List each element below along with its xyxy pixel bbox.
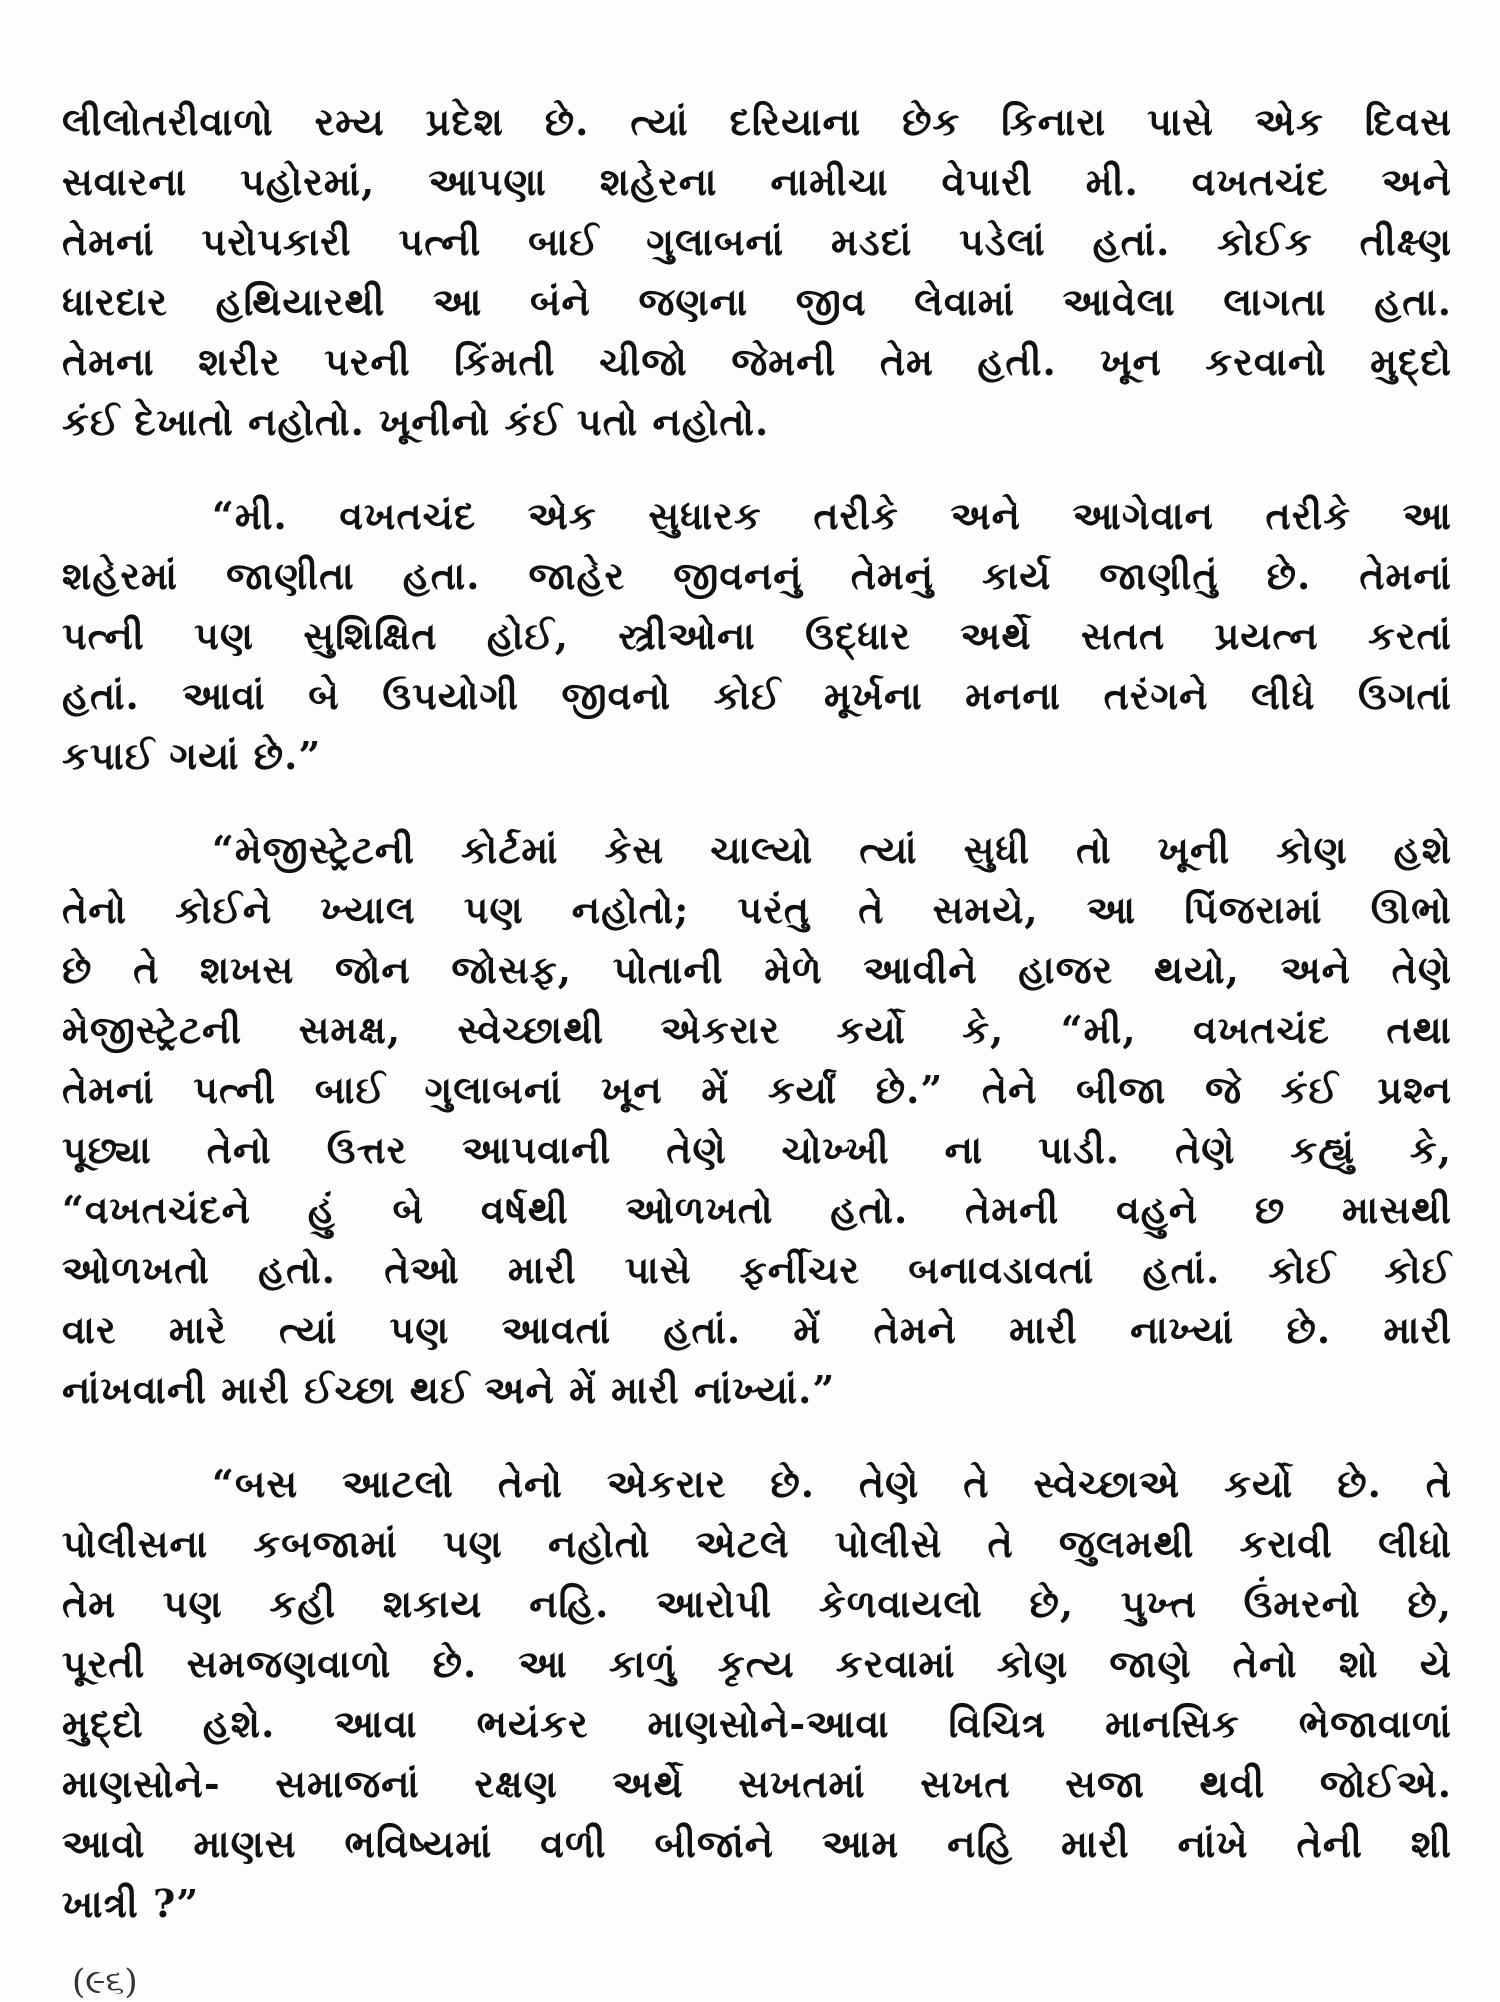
text-line: તેમના શરીર પરની કિંમતી ચીજો જેમની તેમ હતી. ખૂન કરવાનો મુદ્દો <box>62 339 1452 384</box>
text-line: “મી. વખતચંદ એક સુધારક તરીકે અને આગેવાન તરીકે આ <box>212 493 1452 538</box>
text-line: નાંખવાની મારી ઈચ્છા થઈ અને મેં મારી નાંખ્યાં.” <box>62 1367 836 1412</box>
text-line: કપાઈ ગયાં છે.” <box>62 733 322 778</box>
text-line: કંઈ દેખાતો નહોતો. ખૂનીનો કંઈ પતો નહોતો. <box>62 399 770 444</box>
text-line: પૂછ્યા તેનો ઉત્તર આપવાની તેણે ચોખ્ખી ના પાડી. તેણે કહ્યું કે, <box>62 1127 1452 1172</box>
page-number: (૯૬) <box>72 1962 138 2002</box>
text-line: હતાં. આવાં બે ઉપયોગી જીવનો કોઈ મૂર્ખના મનના તરંગને લીધે ઉગતાં <box>62 673 1452 718</box>
text-line: ધારદાર હથિયારથી આ બંને જણના જીવ લેવામાં આવેલા લાગતા હતા. <box>62 279 1452 324</box>
body-text <box>62 92 1452 1968</box>
paragraph-3 <box>62 820 1452 1420</box>
text-line: પોલીસના કબજામાં પણ નહોતો એટલે પોલીસે તે જુલમથી કરાવી લીધો <box>62 1521 1452 1566</box>
text-line: ઓળખતો હતો. તેઓ મારી પાસે ફર્નીચર બનાવડાવતાં હતાં. કોઈ કોઈ <box>62 1247 1452 1292</box>
text-line: ખાત્રી ?” <box>62 1881 200 1926</box>
text-line: “બસ આટલો તેનો એકરાર છે. તેણે તે સ્વેચ્છાએ કર્યો છે. તે <box>212 1461 1452 1506</box>
text-line: લીલોતરીવાળો રમ્ય પ્રદેશ છે. ત્યાં દરિયાના છેક કિનારા પાસે એક દિવસ <box>62 99 1452 144</box>
paragraph-4 <box>62 1454 1452 1934</box>
text-line: સવારના પહોરમાં, આપણા શહેરના નામીચા વેપારી મી. વખતચંદ અને <box>62 159 1452 204</box>
paragraph-2 <box>62 486 1452 786</box>
text-line: તેમ પણ કહી શકાય નહિ. આરોપી કેળવાયલો છે, પુખ્ત ઉંમરનો છે, <box>62 1581 1452 1626</box>
paragraph-1 <box>62 92 1452 452</box>
text-line: મેજીસ્ટ્રેટની સમક્ષ, સ્વેચ્છાથી એકરાર કર્યો કે, “મી, વખતચંદ તથા <box>62 1007 1452 1052</box>
text-line: માણસોને- સમાજનાં રક્ષણ અર્થે સખતમાં સખત સજા થવી જોઈએ. <box>62 1761 1452 1806</box>
text-line: તેમનાં પરોપકારી પત્ની બાઈ ગુલાબનાં મડદાં પડેલાં હતાં. કોઈક તીક્ષ્ણ <box>62 219 1452 264</box>
text-line: વાર મારે ત્યાં પણ આવતાં હતાં. મેં તેમને મારી નાખ્યાં છે. મારી <box>62 1307 1452 1352</box>
text-line: આવો માણસ ભવિષ્યમાં વળી બીજાંને આમ નહિ મારી નાંખે તેની શી <box>62 1821 1452 1866</box>
text-line: પત્ની પણ સુશિક્ષિત હોઈ, સ્ત્રીઓના ઉદ્ધાર અર્થે સતત પ્રયત્ન કરતાં <box>62 613 1452 658</box>
text-line: તેનો કોઈને ખ્યાલ પણ નહોતો; પરંતુ તે સમયે, આ પિંજરામાં ઊભો <box>62 887 1452 932</box>
text-line: શહેરમાં જાણીતા હતા. જાહેર જીવનનું તેમનું કાર્ય જાણીતું છે. તેમનાં <box>62 553 1452 598</box>
text-line: “વખતચંદને હું બે વર્ષથી ઓળખતો હતો. તેમની વહુને છ માસથી <box>62 1187 1452 1232</box>
text-line: પૂરતી સમજણવાળો છે. આ કાળું કૃત્ય કરવામાં કોણ જાણે તેનો શો યે <box>62 1641 1452 1686</box>
text-line: મુદ્દો હશે. આવા ભયંકર માણસોને-આવા વિચિત્ર માનસિક ભેજાવાળાં <box>62 1701 1452 1746</box>
text-line: તેમનાં પત્ની બાઈ ગુલાબનાં ખૂન મેં કર્યાં છે.” તેને બીજા જે કંઈ પ્રશ્ન <box>62 1067 1452 1112</box>
text-line: છે તે શખસ જોન જોસફ, પોતાની મેળે આવીને હાજર થયો, અને તેણે <box>62 947 1452 992</box>
text-line: “મેજીસ્ટ્રેટની કોર્ટમાં કેસ ચાલ્યો ત્યાં સુધી તો ખૂની કોણ હશે <box>212 827 1452 872</box>
